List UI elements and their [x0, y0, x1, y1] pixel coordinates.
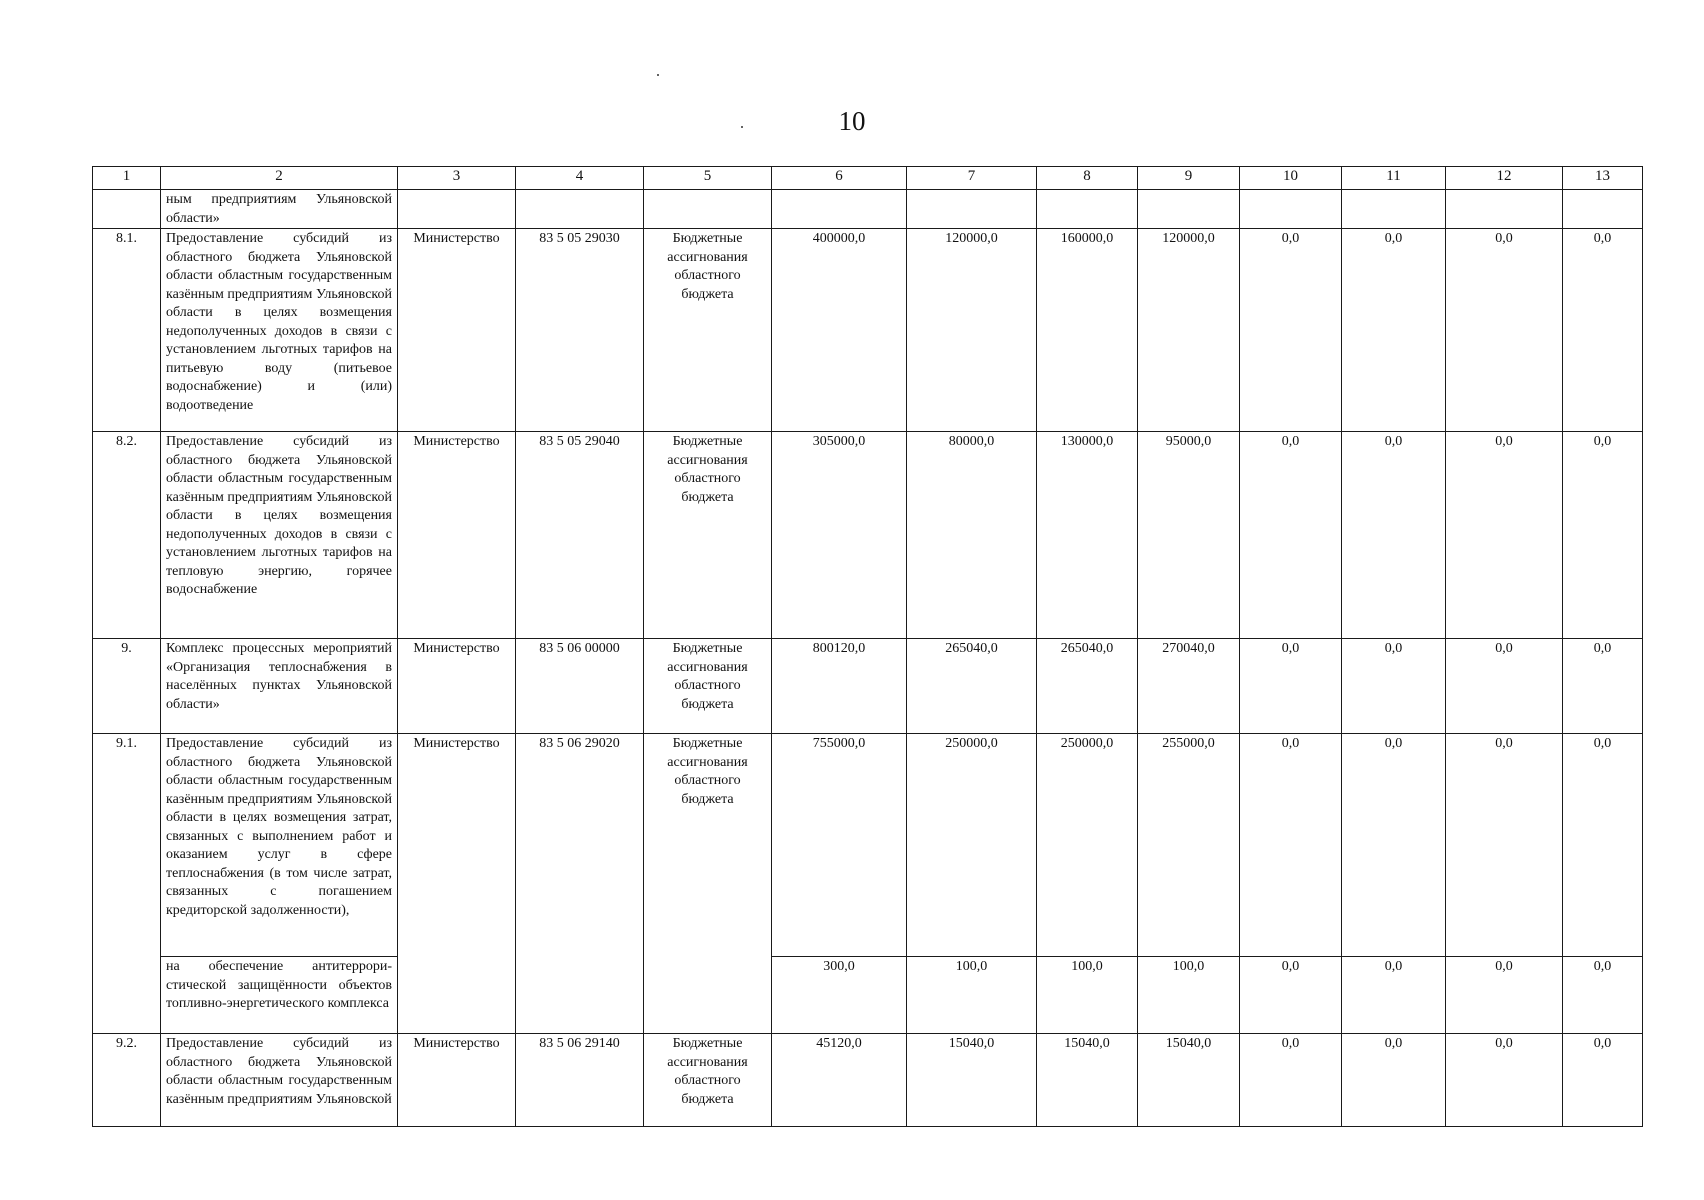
row-amount-col7: 15040,0	[907, 1034, 1037, 1127]
empty-cell	[644, 190, 772, 229]
row-amount-col9: 255000,0	[1138, 734, 1240, 957]
row-amount-col12: 0,0	[1446, 734, 1563, 957]
empty-cell	[772, 190, 907, 229]
row-amount-col8: 160000,0	[1037, 229, 1138, 432]
row-funding-source: Бюджетные ассигнования областного бюджета	[644, 639, 772, 734]
row-measure-name: Предоставление субсидий из областного бюджета Ульяновской области областным государственным казённым предприятиям Ульяновской области в целях возмещения затрат, связанных с выполнением работ и оказанием услуг в сфере теплоснабжения (в том числе затрат, связанных с погашением кредиторской задолженности),	[161, 734, 398, 957]
page-number: 10	[838, 106, 866, 136]
row-budget-code: 83 5 06 00000	[516, 639, 644, 734]
row-amount-col10: 0,0	[1240, 432, 1342, 639]
empty-cell	[1240, 190, 1342, 229]
table-row	[93, 432, 1643, 639]
row-budget-code: 83 5 05 29030	[516, 229, 644, 432]
row-amount-total: 755000,0	[772, 734, 907, 957]
row-number: 9.2.	[93, 1034, 161, 1127]
table-subrow	[93, 957, 1643, 1034]
row-amount-col10: 0,0	[1240, 1034, 1342, 1127]
row-amount-col9: 120000,0	[1138, 229, 1240, 432]
header-cell: 12	[1446, 167, 1563, 190]
row-amount-col11: 0,0	[1342, 639, 1446, 734]
header-cell: 6	[772, 167, 907, 190]
row-funding-source: Бюджетные ассигнования областного бюджета	[644, 229, 772, 432]
row-amount-total: 305000,0	[772, 432, 907, 639]
subrow-amount-col10: 0,0	[1240, 957, 1342, 1034]
header-cell: 2	[161, 167, 398, 190]
row-amount-col12: 0,0	[1446, 432, 1563, 639]
subrow-amount-col7: 100,0	[907, 957, 1037, 1034]
table-row	[93, 734, 1643, 957]
row-executor: Министерство	[398, 734, 516, 1034]
row-number: 9.1.	[93, 734, 161, 1034]
subrow-measure-name: на обеспечение антитеррористической защищённости объектов топливно-энергетического комплекса	[161, 957, 398, 1034]
row-measure-name: Комплекс процессных мероприятий «Организация теплоснабжения в населённых пунктах Ульяновской области»	[161, 639, 398, 734]
empty-cell	[1446, 190, 1563, 229]
row-amount-col9: 270040,0	[1138, 639, 1240, 734]
subrow-amount-total: 300,0	[772, 957, 907, 1034]
row-funding-source: Бюджетные ассигнования областного бюджета	[644, 734, 772, 1034]
row-executor: Министерство	[398, 229, 516, 432]
row-budget-code: 83 5 06 29140	[516, 1034, 644, 1127]
header-cell: 10	[1240, 167, 1342, 190]
subrow-amount-col8: 100,0	[1037, 957, 1138, 1034]
row-measure-name: Предоставление субсидий из областного бюджета Ульяновской области областным государственным казённым предприятиям Ульяновской области в целях возмещения недополученных доходов в связи с установлением льготных тарифов на тепловую энергию, горячее водоснабжение	[161, 432, 398, 639]
row-number: 8.2.	[93, 432, 161, 639]
subrow-amount-col9: 100,0	[1138, 957, 1240, 1034]
row-number: 9.	[93, 639, 161, 734]
row-amount-col11: 0,0	[1342, 1034, 1446, 1127]
header-cell: 3	[398, 167, 516, 190]
row-amount-col13: 0,0	[1563, 639, 1643, 734]
row-amount-col7: 80000,0	[907, 432, 1037, 639]
header-cell: 9	[1138, 167, 1240, 190]
header-cell: 5	[644, 167, 772, 190]
row-amount-total: 800120,0	[772, 639, 907, 734]
row-budget-code: 83 5 06 29020	[516, 734, 644, 1034]
row-amount-col12: 0,0	[1446, 639, 1563, 734]
subrow-amount-col11: 0,0	[1342, 957, 1446, 1034]
row-amount-col11: 0,0	[1342, 734, 1446, 957]
empty-cell	[1138, 190, 1240, 229]
subrow-amount-col12: 0,0	[1446, 957, 1563, 1034]
row-amount-col10: 0,0	[1240, 229, 1342, 432]
scan-speck	[657, 74, 659, 76]
header-cell: 8	[1037, 167, 1138, 190]
table-row	[93, 1034, 1643, 1127]
continuation-row	[93, 190, 1643, 229]
empty-cell	[1342, 190, 1446, 229]
row-amount-total: 400000,0	[772, 229, 907, 432]
row-amount-col13: 0,0	[1563, 432, 1643, 639]
empty-cell	[1563, 190, 1643, 229]
continuation-text: ным предприятиям Ульяновской области»	[161, 190, 398, 229]
row-amount-col9: 15040,0	[1138, 1034, 1240, 1127]
header-cell: 7	[907, 167, 1037, 190]
row-number: 8.1.	[93, 229, 161, 432]
header-cell: 1	[93, 167, 161, 190]
row-measure-name: Предоставление субсидий из областного бюджета Ульяновской области областным государственным казённым предприятиям Ульяновской области в целях возмещения недополученных доходов в связи с установлением льготных тарифов на питьевую воду (питьевое водоснабжение) и (или) водоотведение	[161, 229, 398, 432]
row-amount-col13: 0,0	[1563, 734, 1643, 957]
row-amount-col8: 130000,0	[1037, 432, 1138, 639]
empty-cell	[1037, 190, 1138, 229]
row-amount-col7: 265040,0	[907, 639, 1037, 734]
row-funding-source: Бюджетные ассигнования областного бюджета	[644, 1034, 772, 1127]
row-amount-col8: 265040,0	[1037, 639, 1138, 734]
row-executor: Министерство	[398, 639, 516, 734]
row-amount-col13: 0,0	[1563, 1034, 1643, 1127]
table-row	[93, 229, 1643, 432]
row-executor: Министерство	[398, 432, 516, 639]
row-amount-col7: 120000,0	[907, 229, 1037, 432]
table-row	[93, 639, 1643, 734]
row-amount-col8: 15040,0	[1037, 1034, 1138, 1127]
row-funding-source: Бюджетные ассигнования областного бюджета	[644, 432, 772, 639]
row-amount-total: 45120,0	[772, 1034, 907, 1127]
empty-cell	[93, 190, 161, 229]
row-amount-col11: 0,0	[1342, 432, 1446, 639]
row-amount-col7: 250000,0	[907, 734, 1037, 957]
row-amount-col10: 0,0	[1240, 734, 1342, 957]
empty-cell	[907, 190, 1037, 229]
header-cell: 11	[1342, 167, 1446, 190]
row-budget-code: 83 5 05 29040	[516, 432, 644, 639]
header-cell: 4	[516, 167, 644, 190]
header-cell: 13	[1563, 167, 1643, 190]
row-amount-col11: 0,0	[1342, 229, 1446, 432]
row-amount-col12: 0,0	[1446, 1034, 1563, 1127]
row-amount-col13: 0,0	[1563, 229, 1643, 432]
row-measure-name: Предоставление субсидий из областного бюджета Ульяновской области областным государственным казённым предприятиям Ульяновской	[161, 1034, 398, 1127]
empty-cell	[398, 190, 516, 229]
row-amount-col8: 250000,0	[1037, 734, 1138, 957]
empty-cell	[516, 190, 644, 229]
row-amount-col12: 0,0	[1446, 229, 1563, 432]
row-executor: Министерство	[398, 1034, 516, 1127]
row-amount-col10: 0,0	[1240, 639, 1342, 734]
subrow-amount-col13: 0,0	[1563, 957, 1643, 1034]
column-number-header-row	[93, 167, 1643, 190]
budget-table	[92, 166, 1643, 1127]
row-amount-col9: 95000,0	[1138, 432, 1240, 639]
